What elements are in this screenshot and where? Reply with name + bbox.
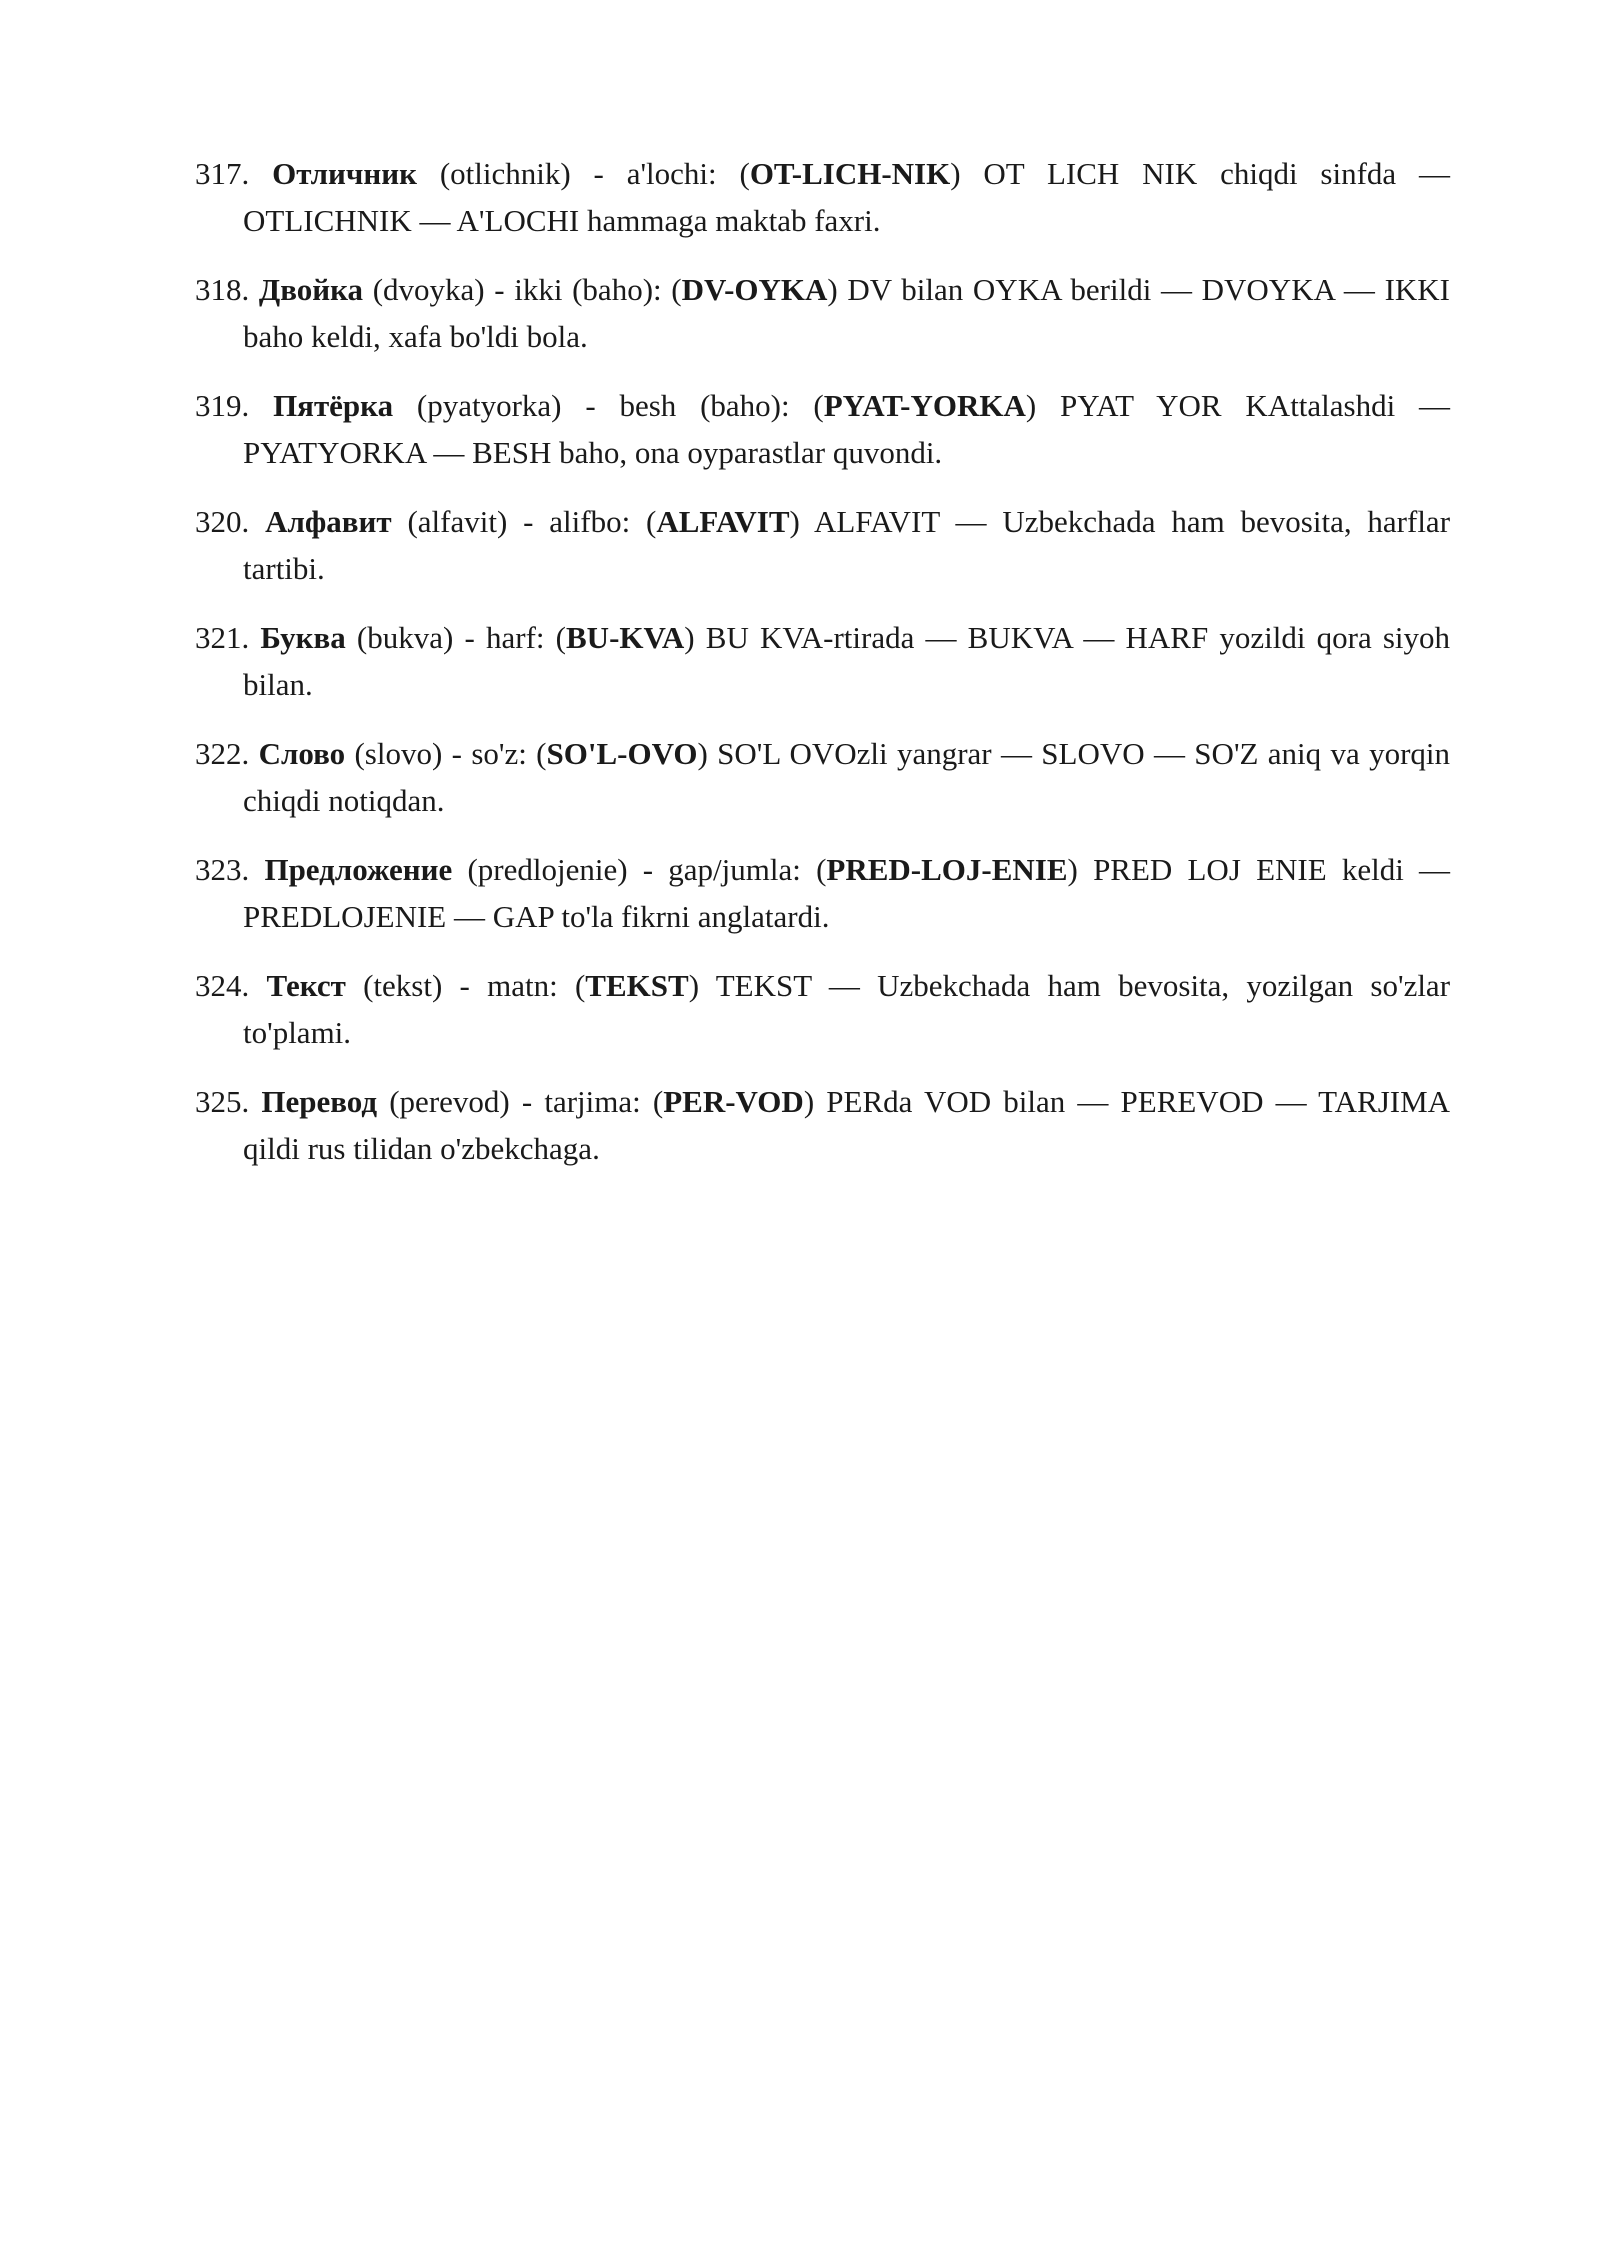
- vocabulary-entry: 324. Текст (tekst) - matn: (TEKST) TEKST — Uzbekchada ham bevosita, yozilgan so'zlar to'plami.: [195, 968, 1451, 1050]
- meaning: - tarjima:: [521, 1084, 641, 1119]
- vocabulary-entry: 325. Перевод (perevod) - tarjima: (PER-VOD) PERda VOD bilan — PEREVOD — TARJIMA qildi rus tilidan o'zbekchaga.: [195, 1084, 1451, 1166]
- entry-number: 320.: [195, 504, 250, 539]
- vocabulary-list: [195, 150, 1450, 1194]
- russian-word: Буква: [260, 620, 346, 655]
- meaning: - matn:: [459, 968, 558, 1003]
- entry-number: 325.: [195, 1084, 250, 1119]
- transliteration: (otlichnik): [439, 156, 571, 191]
- transliteration: (alfavit): [407, 504, 508, 539]
- meaning: - so'z:: [451, 736, 527, 771]
- vocabulary-entry: 317. Отличник (otlichnik) - a'lochi: (OT-LICH-NIK) OT LICH NIK chiqdi sinfda — OTLICHNIK — A'LOCHI hammaga maktab faxri.: [195, 156, 1451, 238]
- vocabulary-entry: 322. Слово (slovo) - so'z: (SO'L-OVO) SO'L OVOzli yangrar — SLOVO — SO'Z aniq va yorqin chiqdi notiqdan.: [195, 736, 1451, 818]
- mnemonic-story: SO'L OVOzli yangrar — SLOVO — SO'Z aniq va yorqin chiqdi notiqdan.: [243, 736, 1451, 818]
- entry-number: 317.: [195, 156, 250, 191]
- mnemonic-key: TEKST: [585, 968, 689, 1003]
- mnemonic-key: BU-KVA: [566, 620, 685, 655]
- mnemonic-story: PYAT YOR KAttalashdi — PYATYORKA — BESH baho, ona oyparastlar quvondi.: [243, 388, 1451, 470]
- vocabulary-entry: 323. Предложение (predlojenie) - gap/jumla: (PRED-LOJ-ENIE) PRED LOJ ENIE keldi — PREDLOJENIE — GAP to'la fikrni anglatardi.: [195, 852, 1451, 934]
- transliteration: (perevod): [389, 1084, 510, 1119]
- russian-word: Перевод: [261, 1084, 378, 1119]
- vocabulary-entry: 318. Двойка (dvoyka) - ikki (baho): (DV-OYKA) DV bilan OYKA berildi — DVOYKA — IKKI baho keldi, xafa bo'ldi bola.: [195, 272, 1450, 354]
- transliteration: (bukva): [356, 620, 454, 655]
- russian-word: Двойка: [258, 272, 364, 307]
- mnemonic-key: PYAT-YORKA: [823, 388, 1026, 423]
- mnemonic-story: TEKST — Uzbekchada ham bevosita, yozilgan so'zlar to'plami.: [243, 968, 1451, 1050]
- transliteration: (pyatyorka): [416, 388, 562, 423]
- meaning: - besh (baho):: [585, 388, 790, 423]
- vocabulary-entry: 321. Буква (bukva) - harf: (BU-KVA) BU KVA-rtirada — BUKVA — HARF yozildi qora siyoh bilan.: [195, 620, 1451, 702]
- russian-word: Пятёрка: [273, 388, 394, 423]
- mnemonic-story: PERda VOD bilan — PEREVOD — TARJIMA qildi rus tilidan o'zbekchaga.: [243, 1084, 1451, 1166]
- mnemonic-key: PER-VOD: [663, 1084, 804, 1119]
- russian-word: Текст: [266, 968, 346, 1003]
- vocabulary-entry: 320. Алфавит (alfavit) - alifbo: (ALFAVIT) ALFAVIT — Uzbekchada ham bevosita, harflar tartibi.: [195, 504, 1451, 586]
- transliteration: (dvoyka): [372, 272, 485, 307]
- mnemonic-key: PRED-LOJ-ENIE: [826, 852, 1068, 887]
- vocabulary-entry: 319. Пятёрка (pyatyorka) - besh (baho): (PYAT-YORKA) PYAT YOR KAttalashdi — PYATYORKA — BESH baho, ona oyparastlar quvondi.: [195, 388, 1451, 470]
- russian-word: Отличник: [272, 156, 417, 191]
- meaning: - ikki (baho):: [494, 272, 662, 307]
- transliteration: (predlojenie): [467, 852, 628, 887]
- mnemonic-story: PRED LOJ ENIE keldi — PREDLOJENIE — GAP to'la fikrni anglatardi.: [243, 852, 1451, 934]
- mnemonic-story: BU KVA-rtirada — BUKVA — HARF yozildi qora siyoh bilan.: [243, 620, 1451, 702]
- mnemonic-key: ALFAVIT: [656, 504, 790, 539]
- entry-number: 321.: [195, 620, 250, 655]
- meaning: - gap/jumla:: [642, 852, 801, 887]
- transliteration: (tekst): [363, 968, 443, 1003]
- entry-number: 322.: [195, 736, 250, 771]
- entry-number: 318.: [195, 272, 250, 307]
- mnemonic-story: OT LICH NIK chiqdi sinfda — OTLICHNIK — A'LOCHI hammaga maktab faxri.: [243, 156, 1451, 238]
- russian-word: Алфавит: [265, 504, 392, 539]
- entry-number: 324.: [195, 968, 250, 1003]
- mnemonic-key: OT-LICH-NIK: [749, 156, 951, 191]
- transliteration: (slovo): [354, 736, 443, 771]
- meaning: - harf:: [464, 620, 545, 655]
- mnemonic-story: ALFAVIT — Uzbekchada ham bevosita, harflar tartibi.: [243, 504, 1451, 586]
- russian-word: Слово: [258, 736, 346, 771]
- mnemonic-key: SO'L-OVO: [546, 736, 698, 771]
- russian-word: Предложение: [264, 852, 453, 887]
- mnemonic-key: DV-OYKA: [681, 272, 828, 307]
- meaning: - a'lochi:: [593, 156, 717, 191]
- mnemonic-story: DV bilan OYKA berildi — DVOYKA — IKKI baho keldi, xafa bo'ldi bola.: [243, 272, 1450, 354]
- entry-number: 319.: [195, 388, 250, 423]
- entry-number: 323.: [195, 852, 250, 887]
- meaning: - alifbo:: [523, 504, 631, 539]
